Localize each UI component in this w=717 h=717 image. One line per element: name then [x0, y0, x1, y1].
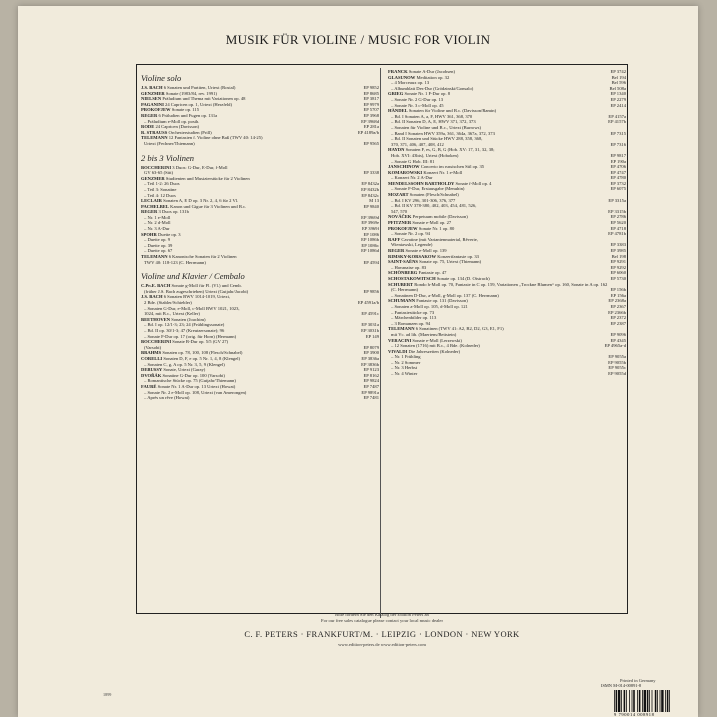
- composer-name: HÄNDEL: [388, 108, 408, 114]
- edition-number: Bel 198: [611, 253, 626, 259]
- composer-name: RIMSKY-KORSAKOW: [388, 253, 437, 259]
- catalog-title: MUSIK FÜR VIOLINE / MUSIC FOR VIOLIN: [225, 32, 491, 47]
- edition-number: EP 9891a: [361, 389, 379, 395]
- work-title: 6 Sonaten BWV 1014-1019, Urtext,: [163, 294, 230, 300]
- work-title: 3 Duos: G-Dur, E-Dur, f-Moll: [172, 164, 228, 170]
- edition-number: EP 190a: [610, 158, 626, 164]
- work-title: Sonate Nr. 1 op. 80: [418, 225, 455, 231]
- edition-number: EP 9856: [363, 288, 379, 294]
- barcode-bar: [621, 690, 622, 712]
- composer-name: REGER: [388, 248, 405, 253]
- work-title: Sonaten A, E D op. 3 Nr. 2, 4, 6 für 2 Vl.: [163, 198, 239, 204]
- barcode-bar: [642, 690, 643, 712]
- edition-number: EP 8432c: [361, 192, 379, 198]
- edition-number: EP 4718: [610, 225, 626, 231]
- edition-number: EP 4781b: [608, 231, 626, 237]
- edition-number: EP 4780: [610, 175, 626, 181]
- work-title: – Sonaten a-Moll op. 105, d-Moll op. 121: [391, 303, 468, 309]
- edition-number: EP 4965a-d: [604, 343, 626, 349]
- work-title: Sonaten (Joachim): [171, 316, 206, 322]
- work-title: Rondo h-Moll op. 70, Fantasie in C op. 159, Variationen „Trockne Blumen“ op. 160, Sonate in A op. 162: [414, 281, 608, 287]
- work-title: 6 Kanonische Sonaten für 2 Violinen: [168, 254, 237, 260]
- work-title: – Nr. 4 Winter: [391, 371, 418, 377]
- edition-number: Bel 194: [611, 74, 626, 80]
- composer-name: SCHOSTAKOWITSCH: [388, 275, 436, 281]
- edition-number: EP 8685: [363, 90, 379, 96]
- barcode-bar: [657, 690, 658, 712]
- barcode-bar: [632, 690, 633, 712]
- composer-name: PROKOFJEW: [141, 107, 171, 113]
- composer-name: SAINT-SAËNS: [388, 259, 418, 265]
- work-title: 370, 371, 406, 407, 408, 412: [391, 141, 444, 147]
- composer-name: GRIEG: [388, 91, 404, 97]
- print-code: 1899: [103, 692, 112, 697]
- work-title: – Nr. 2 Sommer: [391, 359, 421, 365]
- composer-name: HAYDN: [388, 147, 405, 153]
- edition-number: EP 1086: [363, 231, 379, 237]
- composer-name: SCHÖNBERG: [388, 270, 418, 276]
- work-title: Sonate e-Moll op. 27: [412, 220, 452, 226]
- edition-number: EP 4591a/b: [357, 300, 379, 305]
- work-title: – Sonaten C, g, A op. 5 Nr. 3, 5, 9 (Klengel): [144, 361, 225, 367]
- work-title: 6 Präludien und Fugen op. 131a: [158, 112, 218, 118]
- edition-number: EP 9292: [610, 264, 626, 270]
- work-title: Wieniawski, Legende): [391, 242, 433, 248]
- edition-number: Bel 596: [611, 80, 626, 86]
- edition-number: EP 2387: [610, 320, 626, 326]
- edition-number: EP 9055b: [608, 359, 626, 365]
- work-title: Sonate e-Moll op. 139: [405, 248, 447, 253]
- work-title: – Präludium e-Moll op. posth.: [144, 118, 200, 124]
- work-title: Konzertfantasie op. 33: [437, 253, 479, 259]
- work-title: – Sonate G Hob. III: 81: [391, 158, 435, 164]
- work-title: – Sonate F-Dur op. 17 (orig. für Horn) (Hermann): [144, 333, 237, 339]
- edition-number: EP 8432b: [361, 186, 379, 192]
- work-title: Hob. XVI: 43bis), Urtext (Hoboken): [391, 152, 459, 158]
- edition-number: EP 7481: [363, 395, 379, 401]
- work-title: – Nr. 3 Herbst: [391, 365, 418, 371]
- edition-number: EP 7316: [610, 141, 626, 147]
- entry-text: [141, 395, 361, 401]
- composer-name: VIVALDI: [388, 348, 408, 354]
- composer-name: FRANCK: [388, 69, 408, 74]
- edition-number: EP 2786: [610, 214, 626, 220]
- edition-number: EP 3969f: [361, 226, 379, 232]
- work-title: – Romantische Stücke op. 75 (Gutjahr/Thiemann): [144, 378, 236, 384]
- edition-number: EP 3338: [363, 170, 379, 176]
- section-heading: Violine solo: [141, 73, 182, 83]
- edition-number: EP 5730: [610, 275, 626, 281]
- edition-number: EP 9852: [363, 85, 379, 90]
- work-title: Sonate g-Moll für Fl. (Vl.) und Cemb.: [171, 283, 242, 289]
- work-title: Urtext (Fechner/Thiemann): [144, 140, 195, 146]
- edition-number: EP 4594: [363, 259, 379, 265]
- work-title: – Band I Sonaten HWV 359a, 361, 364a, 367a, 372, 373: [391, 130, 495, 136]
- work-title: – Bd. II KV 378-380, 402, 403, 454, 481, 526,: [391, 203, 477, 209]
- work-title: 1024, mit B.c., Urtext (Keller): [144, 311, 200, 317]
- work-title: Meditation op. 32: [416, 74, 450, 80]
- barcode-bar: [647, 690, 649, 712]
- work-title: Sonate, Urtext (Garay): [163, 367, 206, 373]
- work-title: Duette op. 3: [157, 231, 181, 237]
- work-title: – Teil 3: Sonatine: [144, 186, 177, 192]
- edition-number: EP 4157a: [608, 113, 626, 119]
- composer-name: DEBUSSY: [141, 367, 163, 373]
- work-title: 547, 570: [391, 208, 408, 214]
- work-title: Sonate f-Moll op. 4: [455, 180, 492, 186]
- edition-number: EP 6060: [610, 270, 626, 276]
- work-title: – Bd. I op. 12/1-3; 23; 24 (Frühlingssonate): [144, 322, 225, 328]
- edition-number: EP 3315b: [608, 208, 626, 214]
- composer-name: R. STRAUSS: [141, 129, 168, 135]
- edition-number: EP 149: [365, 333, 379, 339]
- work-title: Concerto im russischen Stil op. 35: [420, 164, 485, 170]
- work-title: – Nr. 3 A-Dur: [144, 226, 170, 232]
- composer-name: SCHUBERT: [388, 281, 414, 287]
- work-title: – Bd. II op. 30/1-3; 47 (Kreutzersonate); 96: [144, 327, 225, 333]
- work-title: – Duette op. 39: [144, 242, 173, 248]
- left-column: [141, 69, 379, 401]
- composer-name: DVOŘÁK: [141, 372, 162, 378]
- work-title: GV 63-65 (Sitt): [144, 170, 174, 176]
- work-title: Sonatine G-Dur op. 100 (Varsobi): [162, 372, 225, 378]
- work-title: (C. Herrmann): [391, 287, 419, 293]
- work-title: Sonaten op. 78, 100, 108 (Flesch/Schnabel): [162, 350, 243, 356]
- edition-number: EP 6075: [610, 186, 626, 192]
- edition-number: EP 2279: [610, 96, 626, 102]
- work-title: – Albumblatt Des-Dur (Grödzinski/Gonsalo): [391, 85, 474, 91]
- edition-number: EP 2414: [610, 102, 626, 108]
- work-title: – Fantasiestücke op. 73: [391, 309, 435, 315]
- work-title: 2 Bde. (Stabler/Schiebler): [144, 300, 192, 305]
- catalog-request-note-de: Bitte fordern Sie den Katalog der Edition Peters an: [335, 612, 429, 617]
- composer-name: GLASUNOW: [388, 74, 416, 80]
- edition-number: EP 3836b: [361, 361, 379, 367]
- work-title: – Bd. II Sonaten und Stücke HWV 288, 358, 368,: [391, 136, 483, 142]
- work-title: – Nr. 1 e-Moll: [144, 214, 171, 220]
- edition-number: M 13: [369, 198, 379, 204]
- barcode-bar: [616, 690, 618, 712]
- composer-name: RODE: [141, 124, 155, 130]
- composer-name: SCHUMANN: [388, 298, 416, 304]
- edition-number: EP 1086c: [361, 242, 379, 248]
- edition-number: EP 4706: [610, 164, 626, 170]
- work-title: Fantasie op. 47: [418, 270, 447, 276]
- edition-number: EP 281a: [363, 124, 379, 130]
- composer-name: MOZART: [388, 192, 409, 198]
- work-title: Sonaten (Flesch/Schnabel): [409, 192, 459, 198]
- column-divider: [380, 68, 381, 618]
- printed-in-germany: Printed in Germany: [620, 678, 656, 683]
- work-title: – Duette op. 9: [144, 237, 171, 243]
- barcode-image: [614, 690, 694, 712]
- catalog-entry: [141, 141, 379, 147]
- work-title: Sonate op. 134 (D. Oistrach): [436, 275, 490, 281]
- composer-name: PAGANINI: [141, 101, 164, 107]
- composer-name: GENZMER: [141, 90, 165, 96]
- work-title: Sonaten für Violine und B.c. (Davisson/Ramin): [408, 108, 497, 114]
- edition-number: EP 2367: [610, 303, 626, 309]
- work-title: – 4 Morceaux op. 13: [391, 80, 430, 86]
- work-title: – Sonaten G-Dur, e-Moll, c-Moll BWV 1021, 1023,: [144, 305, 240, 311]
- section-heading: Violine und Klavier / Cembalo: [141, 271, 245, 282]
- composer-name: PFITZNER: [388, 220, 412, 226]
- work-title: Fantasie op. 131 (Davisson): [416, 298, 468, 304]
- work-title: – Sonaten für Violine und B.c., Urtext (Burrows): [391, 124, 481, 130]
- edition-number: EP 9824: [363, 378, 379, 384]
- composer-name: VERACINI: [388, 337, 412, 343]
- section-heading: 2 bis 3 Violinen: [141, 152, 194, 163]
- composer-name: CORELLI: [141, 355, 163, 361]
- barcode-bar: [626, 690, 627, 712]
- edition-number: EP 156b: [610, 287, 626, 293]
- work-title: – Teil 1-2: 26 Duos: [144, 181, 180, 187]
- composer-name: PACHELBEL: [141, 203, 169, 209]
- composer-name: REGER: [141, 209, 158, 215]
- entry-text: [141, 141, 361, 147]
- edition-number: EP 4747: [610, 169, 626, 175]
- edition-number: EP 1340: [610, 91, 626, 97]
- composer-name: J.S. BACH: [141, 294, 163, 300]
- work-title: – Sonate F-Dur, Erstausgabe (Menuhin): [391, 186, 465, 192]
- catalog-footer: [136, 612, 628, 647]
- work-title: – Konzert Nr. 2 A-Dur: [391, 175, 433, 181]
- barcode-bar: [652, 690, 653, 712]
- edition-number: EP 3031a: [361, 322, 379, 328]
- edition-number: EP 2372: [610, 315, 626, 321]
- barcode-number: 9 790014 008918: [614, 712, 655, 717]
- work-title: Präludium und Thema mit Variationen op. 48: [162, 96, 246, 102]
- work-title: Sonate (1983/84, rev. 1991): [165, 90, 218, 96]
- composer-name: TELEMANN: [141, 135, 168, 141]
- barcode-bar: [624, 690, 626, 712]
- edition-number: EP 5707: [363, 107, 379, 113]
- edition-number: EP 3836a: [361, 355, 379, 361]
- barcode-bar: [649, 690, 650, 712]
- barcode-bar: [614, 690, 615, 712]
- edition-number: EP 4591c: [361, 311, 379, 317]
- edition-number: EP 4157b: [608, 119, 626, 125]
- edition-number: EP 9055c: [608, 365, 626, 371]
- composer-name: TELEMANN: [388, 326, 415, 332]
- work-title: Konzert Nr. 1 e-Moll: [423, 169, 463, 175]
- composer-name: C.Ph.E. BACH: [141, 283, 171, 289]
- work-title: Sonate Nr. 1 A-Dur op. 13 Urtext (Howat): [157, 383, 236, 389]
- barcode-bar: [661, 690, 663, 712]
- entry-text: [388, 371, 606, 377]
- composer-name: PROKOFJEW: [388, 225, 418, 231]
- barcode-bar: [667, 690, 669, 712]
- edition-number: EP 9123: [363, 367, 379, 373]
- edition-number: EP 9291: [610, 259, 626, 265]
- barcode-bar: [639, 690, 641, 712]
- edition-number: EP 3969e: [361, 220, 379, 226]
- edition-number: EP 2368a: [608, 298, 626, 304]
- work-title: 24 Capricen (Davisson): [155, 124, 200, 130]
- work-title: Sonate Nr. 1 F-Dur op. 8: [404, 91, 451, 97]
- barcode-bar: [637, 690, 638, 712]
- edition-number: EP 156a: [610, 292, 626, 298]
- work-title: Cavatine (mit Variantenmaterial, Rêverie,: [401, 236, 478, 242]
- edition-number: EP 3969d: [361, 214, 379, 220]
- edition-number: EP 5620: [610, 220, 626, 226]
- publisher-line: C. F. PETERS · FRANKFURT/M. · LEIPZIG · LONDON · NEW YORK: [244, 629, 520, 639]
- work-title: – Sonate Nr. 2 e-Moll op. 108, Urtext (van Amerongen): [144, 389, 247, 395]
- catalog-request-note-en: For our free sales catalogue please contact your local music dealer: [321, 618, 443, 623]
- edition-number: EP 3031b: [361, 327, 379, 333]
- work-title: Sonate B-Dur op. 5/5 (GV 27): [172, 339, 229, 345]
- work-title: – Sonatinen D-Dur, a-Moll, g-Moll op. 137 (C. Herrmann): [391, 292, 499, 298]
- composer-name: BOCCHERINI: [141, 164, 172, 170]
- composer-name: BEETHOVEN: [141, 316, 171, 322]
- edition-number: EP 4345: [610, 337, 626, 343]
- edition-number: EP 4189a/b: [357, 129, 379, 135]
- catalog-entry: [141, 260, 379, 266]
- work-title: – Sonate Nr. 3 c-Moll op. 45: [391, 102, 444, 108]
- composer-name: SPOHR: [141, 231, 157, 237]
- barcode-bar: [629, 690, 630, 712]
- composer-name: J.S. BACH: [141, 85, 163, 90]
- edition-number: EP 9840: [363, 203, 379, 209]
- composer-name: NIELSEN: [141, 96, 162, 102]
- barcode-bar: [618, 690, 620, 712]
- work-title: 3 Duos op. 131b: [158, 209, 189, 215]
- work-title: mit Vc. ad lib. (Maertens/Bettstein): [391, 331, 457, 337]
- work-title: Sonate op. 115: [171, 107, 200, 113]
- work-title: 6 Sonaten und Partiten, Urtext (Rostal): [163, 85, 236, 90]
- work-title: – 3 Romanzen op. 94: [391, 320, 431, 326]
- edition-number: EP 1086d: [361, 248, 379, 254]
- work-title: – Märchenbilder op. 113: [391, 315, 437, 321]
- edition-number: EP 9055a: [608, 354, 626, 360]
- barcode-bar: [633, 690, 635, 712]
- back-cover-page: [18, 6, 698, 717]
- work-title: Sonate A-Dur (Jacobsen): [408, 69, 455, 74]
- barcode-bar: [655, 690, 657, 712]
- barcode-bar: [660, 690, 661, 712]
- edition-number: EP 7315: [610, 130, 626, 136]
- composer-name: BRAHMS: [141, 350, 162, 356]
- edition-number: EP 3817: [363, 96, 379, 102]
- edition-number: EP 9055d: [608, 371, 626, 377]
- work-title: Orchesterstudien (Prill): [168, 129, 212, 135]
- composer-name: FAURÉ: [141, 383, 157, 389]
- edition-number: EP 9817: [610, 152, 626, 158]
- work-title: – 12 Sonaten (1716) mit B.c., 4 Bde. (Kolneder): [391, 343, 480, 349]
- barcode-bar: [665, 690, 666, 712]
- website-line: www.edition-peters.de www.edition-peters.com: [338, 642, 426, 647]
- work-title: Perpetuum mobile (Davisson): [412, 214, 468, 220]
- edition-number: EP 3383: [610, 242, 626, 248]
- work-title: – Bd. I KV 296, 301-306, 376, 377: [391, 197, 456, 203]
- right-column: [388, 69, 626, 377]
- edition-number: EP 9979: [363, 101, 379, 107]
- work-title: Sonate op. 75, Urtext (Thiemann): [419, 259, 482, 265]
- work-title: – Nr. 1 Frühling: [391, 354, 421, 360]
- work-title: – Havanaise op. 83: [391, 264, 427, 270]
- work-title: – Bd. I Sonaten A, a, F, HWV 361, 368, 370: [391, 113, 473, 119]
- edition-number: EP 9096: [610, 331, 626, 337]
- composer-name: NOVÁČEK: [388, 214, 412, 220]
- composer-name: MENDELSSOHN BARTHOLDY: [388, 180, 455, 186]
- edition-number: EP 9565: [363, 140, 379, 146]
- work-title: – Nr. 2 d-Moll: [144, 220, 171, 226]
- edition-number: EP 3315a: [608, 197, 626, 203]
- edition-number: EP 8432a: [361, 181, 379, 187]
- edition-number: EP 3985: [610, 248, 626, 253]
- edition-number: EP 1086b: [361, 237, 379, 243]
- barcode-bar: [669, 690, 670, 712]
- composer-name: LECLAIR: [141, 198, 162, 204]
- work-title: Sonaten D, F, e op. 5 Nr. 1, 4, 8 (Klengel): [163, 355, 241, 361]
- edition-number: Bel 508a: [609, 85, 626, 91]
- edition-number: EP 7487: [363, 383, 379, 389]
- composer-name: GENZMER: [141, 175, 165, 181]
- edition-number: EP 3742: [610, 69, 626, 74]
- work-title: TWV 40: 118-123 (C. Herrmann): [144, 259, 206, 265]
- composer-name: TELEMANN: [141, 254, 168, 260]
- entry-text: [141, 260, 361, 266]
- work-title: (Varsobi): [144, 344, 162, 350]
- composer-name: KOMAROWSKI: [388, 169, 423, 175]
- work-title: 24 Capricen op. 1, Urtext (Herzfeld): [165, 101, 233, 107]
- work-title: 12 Fantasien f. Violine ohne Baß (TWV 40: 14-25): [168, 135, 263, 141]
- edition-number: EP 8079: [363, 344, 379, 350]
- catalog-entry: [388, 371, 626, 377]
- edition-number: EP 8162: [363, 372, 379, 378]
- work-title: – Bd. II Sonaten D, A, E, HWV 371, 372, 373: [391, 119, 476, 125]
- work-title: Sonate e-Moll (Lerzewski): [412, 337, 462, 343]
- work-title: – Après un rêve (Howat): [144, 395, 190, 401]
- edition-number: EP 3900: [363, 350, 379, 356]
- catalog-entry: [141, 395, 379, 401]
- work-title: – Sonate Nr. 2 op. 94: [391, 231, 430, 237]
- work-title: – Sonate Nr. 2 G-Dur op. 13: [391, 96, 444, 102]
- edition-number: EP 3732: [610, 180, 626, 186]
- work-title: 6 Sonatinen (TWV 41: A2, B2, D2, G3, E1, F1): [415, 326, 504, 332]
- barcode-bar: [644, 690, 646, 712]
- work-title: (früher J.S. Bach zugeschrieben) Urtext (Gutjahr/Jacobi): [144, 288, 249, 294]
- composer-name: JANSCHINOW: [388, 164, 420, 170]
- work-title: – Duette op. 67: [144, 248, 173, 254]
- composer-name: RAFF: [388, 236, 401, 242]
- work-title: Die Jahreszeiten (Kolneder): [408, 348, 461, 354]
- edition-number: EP 3968d: [361, 118, 379, 124]
- composer-name: REGER: [141, 112, 158, 118]
- ismn-number: ISMN M-014-00891-8: [601, 683, 642, 688]
- work-title: – Teil 4: 12 Duos: [144, 192, 176, 198]
- edition-number: EP 3968: [363, 112, 379, 118]
- edition-number: EP 2366b: [608, 309, 626, 315]
- work-title: Studienten und Musizierstücke für 2 Violinen: [165, 175, 250, 181]
- work-title: Kanon und Gigue für 3 Violinen und B.c.: [170, 203, 247, 209]
- work-title: Sonaten F, es, G, B, G (Hob. XV: 17, 31, 32, 38;: [405, 147, 495, 153]
- composer-name: BOCCHERINI: [141, 339, 172, 345]
